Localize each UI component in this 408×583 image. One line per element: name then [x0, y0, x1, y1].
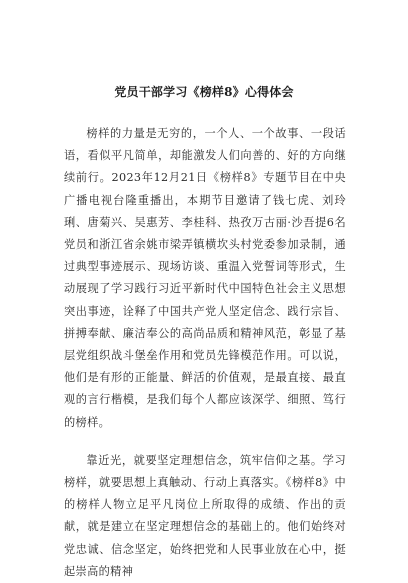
document-title: 党员干部学习《榜样8》心得体会	[114, 85, 294, 99]
paragraph-1: 榜样的力量是无穷的，一个人、一个故事、一段话语，看似平凡简单，却能激发人们向善的、好的方向继续前行。2023年12月21日《榜样8》专题节目在中央广播电视台隆重播出，本期节目邀请了钱七虎、刘玲琍、唐菊兴、吴惠芳、李桂科、热孜万古丽·沙吾提6名党员和浙江省余姚市梁弄镇横坎头村党委参加录制，通过典型事迹展示、现场访谈、重温入党誓词等形式，生动展现了学习践行习近平新时代中国特色社会主义思想突出事迹，诠释了中国共产党人坚定信念、践行宗旨、拼搏奉献、廉洁奉公的高尚品质和精神风范，彰显了基层党组织战斗堡垒作用和党员先锋模范作用。可以说，他们是有形的正能量、鲜活的价值观，是最直接、最直观的言行楷模，是我们每个人都应该深学、细照、笃行的榜样。	[64, 127, 346, 429]
document-body	[64, 123, 346, 583]
paragraph-2: 靠近光，就要坚定理想信念，筑牢信仰之基。学习榜样，就要思想上真触动、行动上真落实。《榜样8》中的榜样人物立足平凡岗位上所取得的成绩、作出的贡献，就是建立在坚定理想信念的基础上的。他们始终对党忠诚、信念坚定，始终把党和人民事业放在心中，挺起崇高的精神	[64, 453, 346, 578]
